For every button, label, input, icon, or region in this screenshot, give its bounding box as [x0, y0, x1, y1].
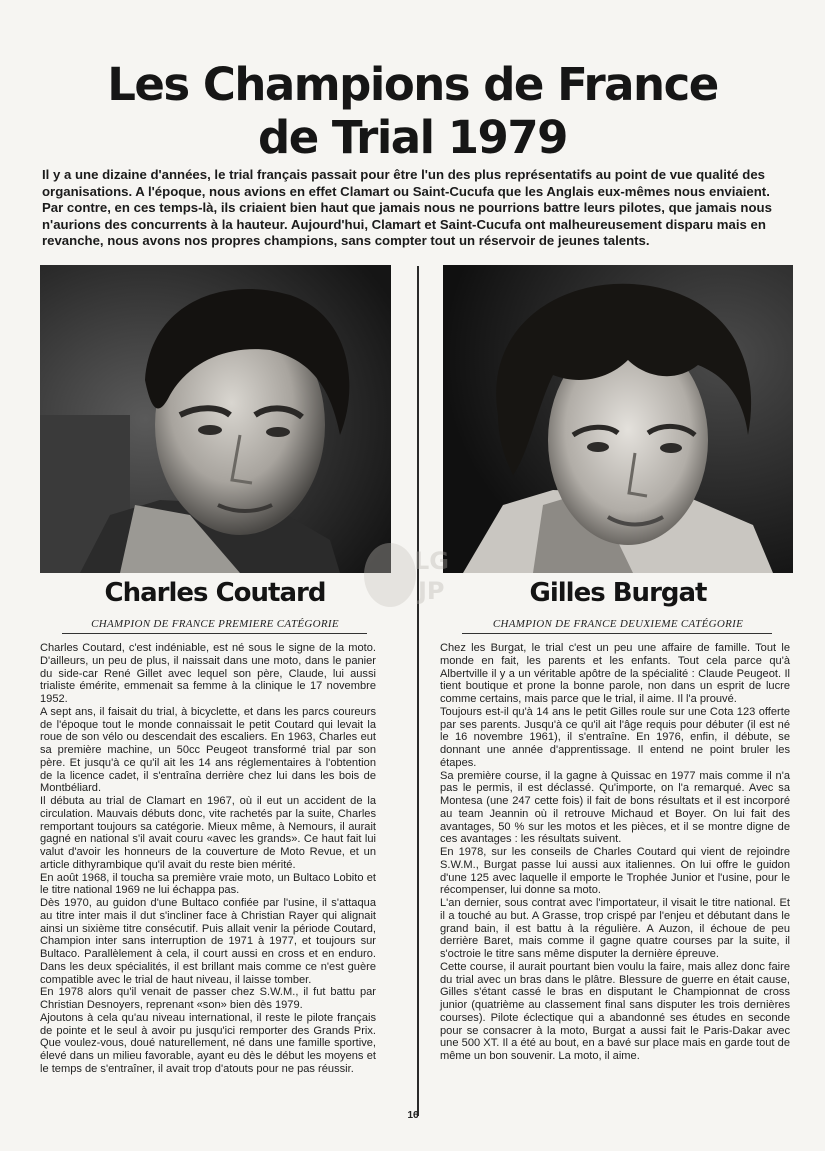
- article-column-right: [440, 642, 790, 1063]
- column-divider: [417, 266, 419, 1116]
- category-subtitle-right: CHAMPION DE FRANCE DEUXIEME CATÉGORIE: [492, 618, 744, 630]
- portrait-photo-right: [443, 265, 793, 573]
- champion-name-left: Charles Coutard: [104, 578, 326, 608]
- svg-text:LG: LG: [414, 547, 449, 575]
- page-title: [40, 58, 785, 164]
- article-column-left: [40, 642, 376, 1076]
- paragraph: Dès 1970, au guidon d'une Bultaco confiée par l'usine, il s'attaqua au titre inter mais il dut s'incliner face à Christian Rayer qui alignait ainsi un sixième titre consécutif. Puis allait venir la période Coutard, Champion inter sans interruption de 1971 à 1977, et toujours sur Bultaco. Parallèlement à cela, il court aussi en cross et en enduro. Dans les deux spécialités, il est brillant mais comme ce n'est guère compatible avec le trial de haut niveau, il laisse tomber.: [40, 897, 376, 986]
- paragraph: Charles Coutard, c'est indéniable, est né sous le signe de la moto. D'ailleurs, un peu de plus, il naissait dans une moto, dans le panier du side-car René Gillet avec lequel son père, Claude, lui aussi trialiste émérite, emmenait sa femme à la clinique le 17 novembre 1952.: [40, 642, 376, 705]
- paragraph: Ajoutons à cela qu'au niveau international, il reste le pilote français de pointe et le seul à avoir pu jusqu'ici remporter des Grands Prix. Que voulez-vous, doué naturellement, né dans une famille sportive, élevé dans un milieu favorable, ayant eu dès le début les moyens et le temps de s'entraîner, il avait trop d'atouts pour ne pas réussir.: [40, 1011, 376, 1075]
- paragraph: Cette course, il aurait pourtant bien voulu la faire, mais allez donc faire du trial avec un bras dans le plâtre. Blessure de guerre en était cause, Gilles s'étant cassé le bras en disputant le Championnat de cross junior (quatrième au classement final sans disputer les trois dernières courses). Pilote éclectique qui a abandonné ses études en seconde pour se consacrer à la moto, Burgat a aussi fait le Paris-Dakar avec une 500 XT. Il a été au bout, en a bavé sur place mais en garde tout de même un bon souvenir. La moto, il aime.: [440, 960, 790, 1062]
- category-subtitle-left: CHAMPION DE FRANCE PREMIERE CATÉGORIE: [91, 618, 339, 630]
- title-line-1: Les Champions de France: [107, 58, 718, 111]
- paragraph: L'an dernier, sous contrat avec l'importateur, il visait le titre national. Et il a touché au but. A Grasse, trop crispé par l'enjeu et débutant dans le grand bain, il est battu à la régulière. A Auzon, il échoue de peu derrière Baret, mais comme il gagne quatre courses par la suite, il s'octroie le titre sans même disputer la dernière épreuve.: [440, 897, 790, 960]
- page-number: 16: [407, 1110, 419, 1121]
- portrait-photo-left: [40, 265, 391, 573]
- paragraph: Il débuta au trial de Clamart en 1967, où il eut un accident de la circulation. Mauvais débuts donc, vite rachetés par la suite, Charles remportant toujours sa catégorie. Mieux même, à Nemours, il aurait gagné en national s'il avait couru «avec les grands». Ce haut fait lui valut d'avoir les honneurs de la couverture de Moto Revue, et un article dithyrambique qu'il avait du reste bien mérité.: [40, 795, 376, 871]
- subtitle-rule-right: [462, 633, 772, 634]
- paragraph: Sa première course, il la gagne à Quissac en 1977 mais comme il n'a pas le permis, il est déclassé. Qu'importe, on l'a remarqué. Avec sa Montesa (une 247 cette fois) il fait de bons résultats et il est incorporé au team Jeannin où il retrouve Michaud et Boyer. On lui fait des avantages, 50 % sur les motos et les pièces, et il se montre digne de ces avantages : les résultats suivent.: [440, 769, 790, 846]
- svg-text:JP: JP: [418, 577, 445, 605]
- intro-paragraph: Il y a une dizaine d'années, le trial français passait pour être l'un des plus représentatifs au point de vue qualité des organisations. A l'époque, nous avions en effet Clamart ou Saint-Cucufa que les Anglais eux-mêmes nous enviaient. Par contre, en ces temps-là, ils criaient bien haut que jamais nous ne pourrions battre leurs pilotes, que jamais nous n'aurions des concurrents à la hauteur. Aujourd'hui, Clamart et Saint-Cucufa ont malheureusement disparu mais en revanche, nous avons nos propres champions, sans compter tout un réservoir de jeunes talents.: [42, 167, 772, 249]
- paragraph: En 1978, sur les conseils de Charles Coutard qui vient de rejoindre S.W.M., Burgat passe lui aussi aux italiennes. On lui offre le guidon d'une 125 avec laquelle il emporte le Trophée Junior et l'usine, pour le récompenser, lui donne sa moto.: [440, 846, 790, 897]
- paragraph: Toujours est-il qu'à 14 ans le petit Gilles roule sur une Cota 123 offerte par ses parents. Jusqu'à ce qu'il ait l'âge requis pour débuter (il est né le 16 novembre 1961), il s'entraîne. En 1976, enfin, il débute, se donnant une année d'apprentissage. Il entend ne point bruler les étapes.: [440, 705, 790, 769]
- paragraph: Chez les Burgat, le trial c'est un peu une affaire de famille. Tout le monde en fait, les parents et les enfants. Tout cela parce qu'à Albertville il y a un véritable apôtre de la spécialité : Claude Peugeot. Il tient boutique et prone la bonne parole, non dans un esprit de lucre comme certains, mais parce que le trial, il aime. Il l'a prouvé.: [440, 642, 790, 705]
- title-line-2: de Trial 1979: [258, 111, 567, 164]
- champion-name-right: Gilles Burgat: [529, 578, 707, 608]
- subtitle-rule-left: [62, 633, 367, 634]
- paragraph: En 1978 alors qu'il venait de passer chez S.W.M., il fut battu par Christian Desnoyers, reprenant «son» bien dès 1979.: [40, 986, 376, 1011]
- paragraph: En août 1968, il toucha sa première vraie moto, un Bultaco Lobito et le titre national 1969 ne lui échappa pas.: [40, 871, 376, 897]
- paragraph: A sept ans, il faisait du trial, à bicyclette, et dans les parcs coureurs de l'époque tout le monde connaissait le petit Coutard qui levait la roue de son vélo ou descendait des escaliers. En 1963, Charles eut sa première machine, un 50cc Peugeot transformé trial par son père. Et jusqu'à ce qu'il ait les 14 ans réglementaires à l'obtention de la licence cadet, il s'entraîna derrière chez lui dans les bois de Montbéliard.: [40, 705, 376, 795]
